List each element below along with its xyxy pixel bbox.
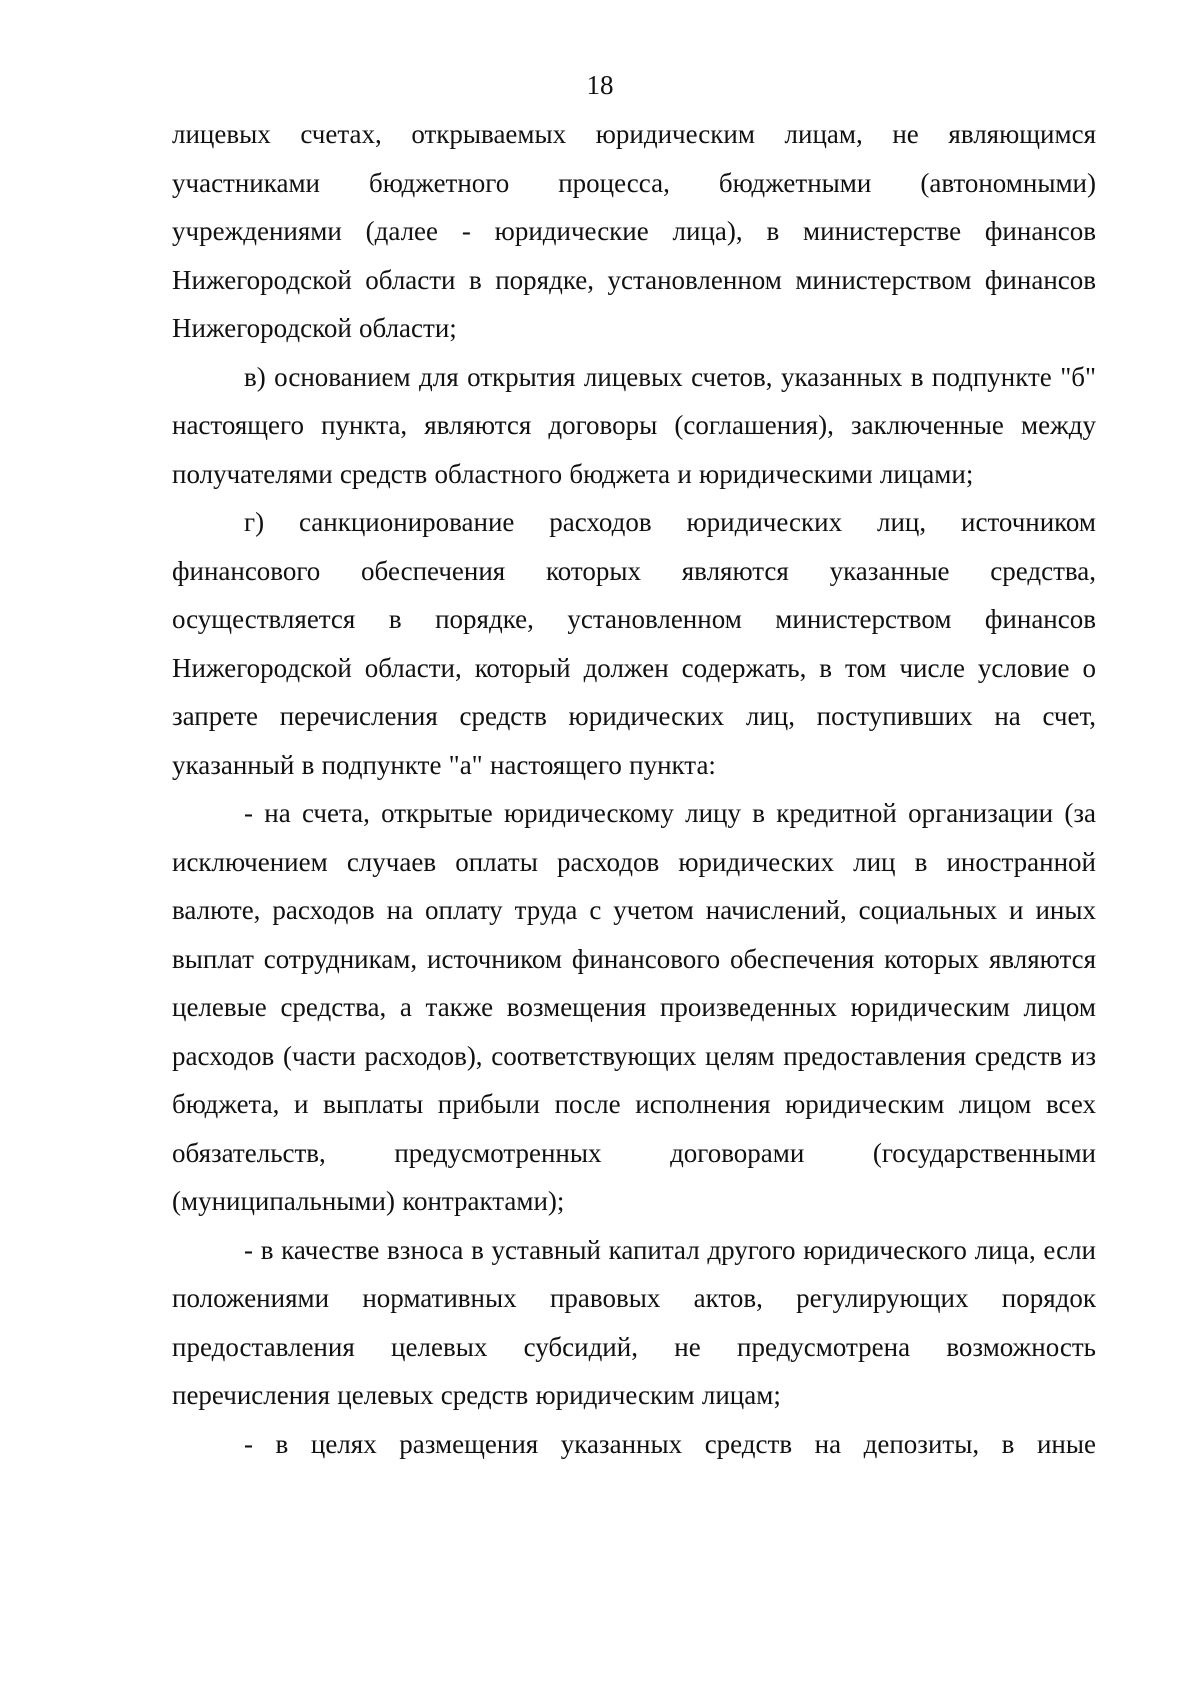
paragraph-item-v: в) основанием для открытия лицевых счетов, указанных в подпункте "б" настоящего пункта, являются договоры (соглашения), заключенные между получателями средств областного бюджета и юридическими лицами; [172,361,1096,489]
paragraph-bullet-capital: - в качестве взноса в уставный капитал другого юридического лица, если положениями нормативных правовых актов, регулирующих порядок предоставления целевых субсидий, не предусмотрена возможность перечисления целевых средств юридическим лицам; [172,1234,1096,1410]
document-body [172,110,1096,1468]
paragraph-bullet-deposits: - в целях размещения указанных средств на депозиты, в иные [244,1428,1096,1459]
page-number: 18 [586,70,614,100]
paragraph-item-g: г) санкционирование расходов юридических лиц, источником финансового обеспечения которых являются указанные средства, осуществляется в порядке, установленном министерством финансов Нижегородской области, который должен содержать, в том числе условие о запрете перечисления средств юридических лиц, поступивших на счет, указанный в подпункте "а" настоящего пункта: [172,507,1096,780]
paragraph-bullet-accounts: - на счета, открытые юридическому лицу в кредитной организации (за исключением случаев оплаты расходов юридических лиц в иностранной валюте, расходов на оплату труда с учетом начислений, социальных и иных выплат сотрудникам, источником финансового обеспечения которых являются целевые средства, а также возмещения произведенных юридическим лицом расходов (части расходов), соответствующих целям предоставления средств из бюджета, и выплаты прибыли после исполнения юридическим лицом всех обязательств, предусмотренных договорами (государственными (муниципальными) контрактами); [172,798,1096,1216]
paragraph-continuation: лицевых счетах, открываемых юридическим лицам, не являющимся участниками бюджетного процесса, бюджетными (автономными) учреждениями (далее - юридические лица), в министерстве финансов Нижегородской области в порядке, установленном министерством финансов Нижегородской области; [172,119,1096,343]
